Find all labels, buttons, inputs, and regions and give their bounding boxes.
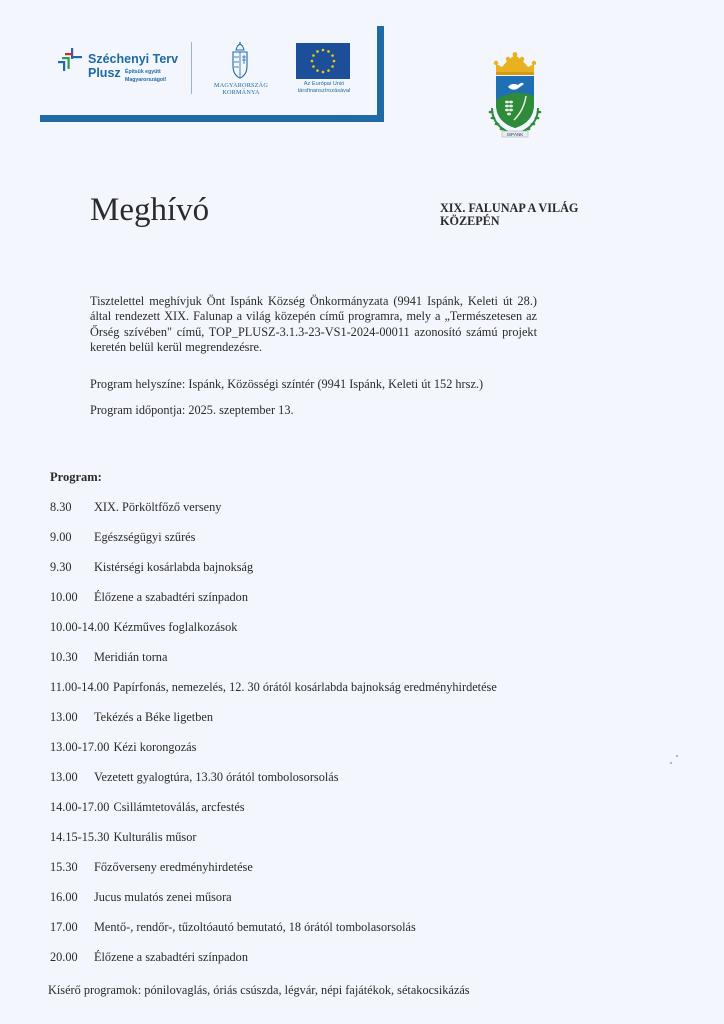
eu-line2: társfinanszírozásával bbox=[297, 88, 351, 94]
logo-divider bbox=[191, 42, 192, 94]
program-activity: Kézműves foglalkozások bbox=[113, 620, 238, 634]
eu-logo-text bbox=[282, 81, 366, 95]
program-activity: Papírfonás, nemezelés, 12. 30 órától kosárlabda bajnokság eredményhirdetése bbox=[112, 680, 497, 694]
szechenyi-tagline bbox=[125, 68, 167, 84]
program-item bbox=[50, 710, 690, 740]
ispank-coat-of-arms-icon bbox=[484, 52, 546, 138]
program-item bbox=[50, 770, 690, 800]
chevron-down-icon: ⌄ ⌄ ⌄ bbox=[376, 82, 385, 109]
chevron-right-icon: ››› bbox=[340, 111, 346, 125]
eu-star-icon bbox=[322, 49, 325, 52]
program-item bbox=[50, 740, 690, 770]
program-activity: Kézi korongozás bbox=[113, 740, 197, 754]
program-time: 13.00-17.00 bbox=[50, 740, 110, 754]
program-date: Program időpontja: 2025. szeptember 13. bbox=[90, 403, 294, 417]
program-activity: Főzőverseny eredményhirdetése bbox=[94, 860, 253, 874]
extra-programs: Kísérő programok: pónilovaglás, óriás csúszda, légvár, népi fajátékok, sétakocsikázás bbox=[48, 983, 470, 997]
eu-star-icon bbox=[327, 50, 330, 53]
program-activity: Kulturális műsor bbox=[113, 830, 197, 844]
program-item bbox=[50, 860, 690, 890]
program-item bbox=[50, 560, 690, 590]
program-activity: Tekézés a Béke ligetben bbox=[94, 710, 213, 724]
eu-star-icon bbox=[312, 65, 315, 68]
scan-speck bbox=[676, 755, 678, 757]
program-time: 10.30 bbox=[50, 650, 78, 664]
event-title-line2: KÖZEPÉN bbox=[440, 214, 500, 228]
program-item bbox=[50, 590, 690, 620]
document-title: Meghívó bbox=[90, 192, 210, 228]
eu-star-icon bbox=[331, 54, 334, 57]
hungarian-crest-icon bbox=[230, 42, 250, 80]
program-item bbox=[50, 620, 690, 650]
program-activity: Meridián torna bbox=[94, 650, 168, 664]
coat-of-arms-label: ISPÁNK bbox=[506, 132, 524, 137]
program-time: 16.00 bbox=[50, 890, 78, 904]
event-title-line1: XIX. FALUNAP A VILÁG bbox=[440, 201, 579, 215]
eu-star-icon bbox=[312, 54, 315, 57]
eu-star-icon bbox=[322, 71, 325, 74]
program-item bbox=[50, 920, 690, 950]
program-time: 13.00 bbox=[50, 770, 78, 784]
invitation-paragraph: Tisztelettel meghívjuk Önt Ispánk Község Önkormányzata (9941 Ispánk, Keleti út 28.) által rendezett XIX. Falunap a világ közepén című programra, mely a „Természetesen az Őrség szívében" című, TOP_PLUSZ-3.1.3-23-VS1-2024-00011 azonosító számú projekt keretén belül kerül megrendezésre. bbox=[90, 294, 537, 354]
program-activity: Kistérségi kosárlabda bajnokság bbox=[94, 560, 254, 574]
government-logo-text bbox=[206, 82, 276, 96]
eu-line1: Az Európai Unió bbox=[303, 81, 345, 87]
strip-horizontal-bar bbox=[40, 115, 340, 122]
program-time: 11.00-14.00 bbox=[50, 680, 109, 694]
program-time: 15.30 bbox=[50, 860, 78, 874]
partner-logo-strip bbox=[38, 26, 388, 126]
program-venue: Program helyszíne: Ispánk, Közösségi színtér (9941 Ispánk, Keleti út 152 hrsz.) bbox=[90, 377, 484, 391]
program-activity: Jucus mulatós zenei műsora bbox=[94, 890, 232, 904]
program-item bbox=[50, 800, 690, 830]
eu-star-icon bbox=[333, 60, 336, 63]
gov-line1: MAGYARORSZÁG bbox=[214, 82, 268, 89]
program-time: 9.00 bbox=[50, 530, 72, 544]
szechenyi-subtitle: Plusz bbox=[88, 66, 121, 80]
tagline-line2: Magyarországot! bbox=[125, 77, 167, 83]
program-time: 17.00 bbox=[50, 920, 78, 934]
program-activity: Egészségügyi szűrés bbox=[94, 530, 196, 544]
eu-flag-icon bbox=[296, 43, 350, 79]
program-activity: Csillámtetoválás, arcfestés bbox=[113, 800, 245, 814]
eu-star-icon bbox=[316, 69, 319, 72]
program-item bbox=[50, 890, 690, 920]
program-time: 8.30 bbox=[50, 500, 72, 514]
program-time: 10.00-14.00 bbox=[50, 620, 110, 634]
scan-speck bbox=[670, 762, 672, 764]
program-time: 13.00 bbox=[50, 710, 78, 724]
eu-star-icon bbox=[327, 69, 330, 72]
program-item bbox=[50, 830, 690, 860]
hungarian-government-logo bbox=[206, 42, 276, 100]
szechenyi-terv-plusz-logo bbox=[58, 46, 198, 96]
gov-line2: KORMÁNYA bbox=[222, 89, 260, 96]
program-time: 20.00 bbox=[50, 950, 78, 964]
program-item bbox=[50, 950, 690, 980]
program-activity: Élőzene a szabadtéri színpadon bbox=[94, 590, 248, 604]
program-time: 9.30 bbox=[50, 560, 72, 574]
eu-star-icon bbox=[311, 60, 314, 63]
program-activity: Vezetett gyalogtúra, 13.30 órától tombolosorsolás bbox=[94, 770, 339, 784]
program-activity: Élőzene a szabadtéri színpadon bbox=[94, 950, 248, 964]
eu-star-icon bbox=[331, 65, 334, 68]
program-activity: XIX. Pörköltfőző verseny bbox=[94, 500, 222, 514]
program-item bbox=[50, 650, 690, 680]
program-list bbox=[50, 500, 690, 980]
szechenyi-title: Széchenyi Terv bbox=[88, 52, 179, 66]
program-heading: Program: bbox=[50, 470, 102, 484]
szechenyi-cross-icon bbox=[58, 48, 84, 74]
program-item bbox=[50, 530, 690, 560]
program-activity: Mentő-, rendőr-, tűzoltóautó bemutató, 18 órától tombolasorsolás bbox=[94, 920, 416, 934]
program-time: 14.15-15.30 bbox=[50, 830, 110, 844]
tagline-line1: Építsük együtt bbox=[125, 69, 161, 75]
program-time: 10.00 bbox=[50, 590, 78, 604]
program-time: 14.00-17.00 bbox=[50, 800, 110, 814]
program-item bbox=[50, 680, 690, 710]
event-title bbox=[440, 202, 640, 228]
eu-star-icon bbox=[316, 50, 319, 53]
program-item bbox=[50, 500, 690, 530]
eu-cofinancing-logo bbox=[288, 43, 372, 103]
